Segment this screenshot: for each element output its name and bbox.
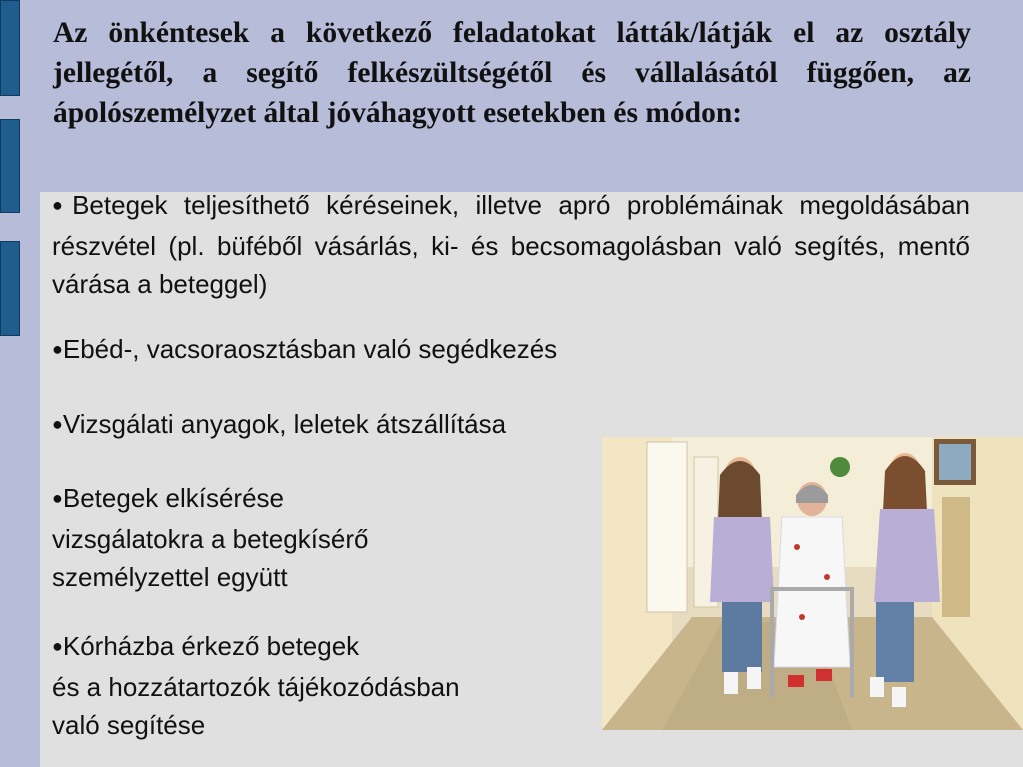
left-decoration-strip xyxy=(0,0,40,767)
bullet-dot: ● xyxy=(52,636,63,656)
bullet-text: Betegek teljesíthető kéréseinek, illetve apró problémáinak megoldásában részvétel (pl. büféből vásárlás, ki- és becsomagolásban való segítés, mentő várása a beteggel) xyxy=(52,190,970,299)
decor-tab-2 xyxy=(0,119,20,213)
slide-title: Az önkéntesek a következő feladatokat látták/látják el az osztály jellegétől, a segítő felkészültségétől és vállalásától függően, az ápolószemélyzet által jóváhagyott esetekben és módon: xyxy=(53,17,971,129)
volunteers-photo xyxy=(602,437,1023,730)
bullet-dot: ● xyxy=(52,195,73,215)
bullet-text-line: vizsgálatokra a betegkísérő xyxy=(52,524,369,554)
bullet-text-line: Kórházba érkező betegek xyxy=(62,631,360,661)
bullet-text-line: személyzettel együtt xyxy=(52,562,288,592)
bullet-text: Vizsgálati anyagok, leletek átszállítása xyxy=(62,409,507,439)
bullet-item-2 xyxy=(52,330,557,371)
slide-header xyxy=(40,0,1023,192)
decor-tab-1 xyxy=(0,0,20,96)
bullet-dot: ● xyxy=(52,488,63,508)
bullet-text-line: való segítése xyxy=(52,710,206,740)
bullet-text-line: Betegek elkísérése xyxy=(62,483,285,513)
bullet-item-5 xyxy=(52,627,592,744)
bullet-item-4 xyxy=(52,479,592,596)
bullet-dot: ● xyxy=(52,339,63,359)
bullet-item-3 xyxy=(52,405,506,446)
bullet-text-line: és a hozzátartozók tájékozódásban xyxy=(52,672,460,702)
bullet-text: Ebéd-, vacsoraosztásban való segédkezés xyxy=(62,334,558,364)
bullet-item-1 xyxy=(52,186,970,303)
bullet-dot: ● xyxy=(52,414,63,434)
decor-tab-3 xyxy=(0,241,20,336)
